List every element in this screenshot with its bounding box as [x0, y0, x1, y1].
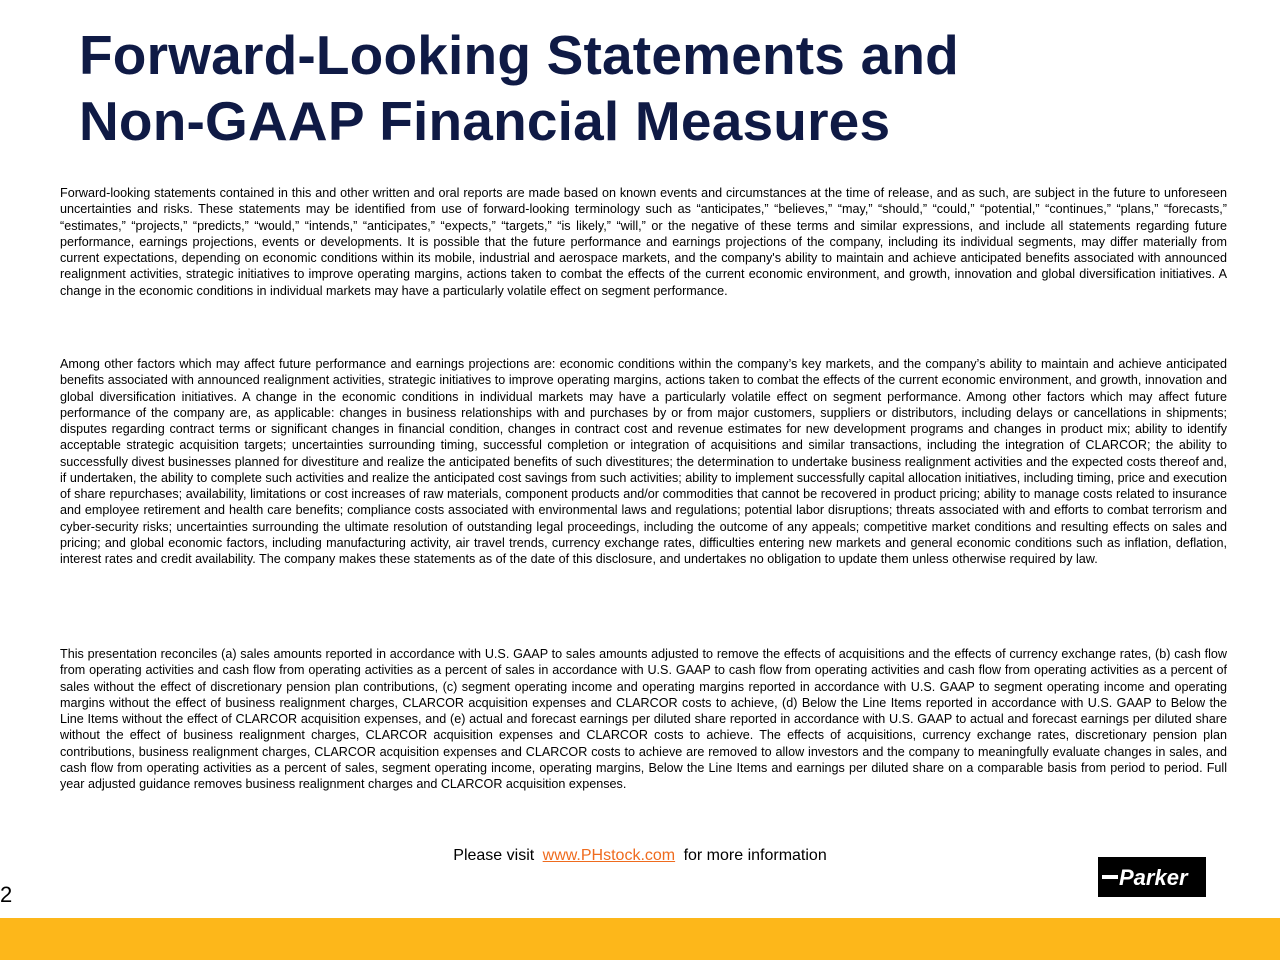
- bottom-accent-bar: [0, 918, 1280, 960]
- page-title-line-1: Forward-Looking Statements and: [79, 24, 959, 86]
- page-title-line-2: Non-GAAP Financial Measures: [79, 90, 891, 152]
- non-gaap-paragraph: This presentation reconciles (a) sales amounts reported in accordance with U.S. GAAP to sales amounts adjusted to remove the effects of acquisitions and the effects of currency exchange rates, (b) cash flow from operating activities and cash flow from operating activities as a percent of sales in accordance with U.S. GAAP to cash flow from operating activities and cash flow from operating activities as a percent of sales without the effect of discretionary pension plan contributions, (c) segment operating income and operating margins reported in accordance with U.S. GAAP to segment operating income and operating margins without the effect of business realignment charges, CLARCOR acquisition expenses and CLARCOR costs to achieve, (d) Below the Line Items reported in accordance with U.S. GAAP to Below the Line Items without the effect of CLARCOR acquisition expenses, and (e) actual and forecast earnings per diluted share reported in accordance with U.S. GAAP to actual and forecast earnings per diluted share without the effect of business realignment charges, CLARCOR acquisition expenses and CLARCOR costs to achieve. The effects of acquisitions, currency exchange rates, discretionary pension plan contributions, business realignment charges, CLARCOR acquisition expenses and CLARCOR costs to achieve are removed to allow investors and the company to meaningfully evaluate changes in sales, and cash flow from operating activities as a percent of sales, segment operating income, operating margins, Below the Line Items and earnings per diluted share on a comparable basis from period to period. Full year adjusted guidance removes business realignment charges and CLARCOR acquisition expenses.: [60, 647, 1227, 791]
- parker-logo-graphic: [1098, 857, 1206, 897]
- parker-logo-text: Parker: [1119, 865, 1188, 890]
- page-number: 2: [0, 882, 13, 907]
- risk-factors-paragraph: Among other factors which may affect future performance and earnings projections are: economic conditions within the company’s key markets, and the company’s ability to maintain and achieve anticipated benefits associated with announced realignment activities, strategic initiatives to improve operating margins, actions taken to combat the effects of the current economic environment, and growth, innovation and global diversification initiatives. A change in the economic conditions in individual markets may have a particularly volatile effect on segment performance. Among other factors which may affect future performance of the company are, as applicable: changes in business relationships with and purchases by or from major customers, suppliers or distributors, including delays or cancellations in shipments; disputes regarding contract terms or significant changes in financial condition, changes in contract cost and revenue estimates for new development programs and changes in product mix; ability to identify acceptable strategic acquisition targets; uncertainties surrounding timing, successful completion or integration of acquisitions and similar transactions, including the integration of CLARCOR; the ability to successfully divest businesses planned for divestiture and realize the anticipated benefits of such divestitures; the determination to undertake business realignment activities and the expected costs thereof and, if undertaken, the ability to complete such activities and realize the anticipated cost savings from such activities; ability to implement successfully capital allocation initiatives, including timing, price and execution of share repurchases; availability, limitations or cost increases of raw materials, component products and/or commodities that cannot be recovered in product pricing; ability to manage costs related to insurance and employee retirement and health care benefits; compliance costs associated with environmental laws and regulations; potential labor disruptions; threats associated with and efforts to combat terrorism and cyber-security risks; uncertainties surrounding the ultimate resolution of outstanding legal proceedings, including the outcome of any appeals; competitive market conditions and resulting effects on sales and pricing; and global economic factors, including manufacturing activity, air travel trends, currency exchange rates, difficulties entering new markets and general economic conditions such as inflation, deflation, interest rates and credit availability. The company makes these statements as of the date of this disclosure, and undertakes no obligation to update them unless otherwise required by law.: [60, 357, 1227, 566]
- footer-prefix: Please visit: [453, 847, 535, 864]
- footer-suffix: for more information: [683, 847, 827, 864]
- footer-info: [0, 846, 1280, 866]
- phstock-link[interactable]: www.PHstock.com: [542, 847, 676, 864]
- parker-logo-icon: [1098, 857, 1206, 897]
- forward-looking-paragraph: Forward-looking statements contained in this and other written and oral reports are made based on known events and circumstances at the time of release, and as such, are subject in the future to unforeseen uncertainties and risks. These statements may be identified from use of forward-looking terminology such as “anticipates,” “believes,” “may,” “should,” “could,” “potential,” “continues,” “plans,” “forecasts,” “estimates,” “projects,” “predicts,” “would,” “intends,” “anticipates,” “expects,” “targets,” “is likely,” “will,” or the negative of these terms and similar expressions, and include all statements regarding future performance, earnings projections, events or developments. It is possible that the future performance and earnings projections of the company, including its individual segments, may differ materially from current expectations, depending on economic conditions within its mobile, industrial and aerospace markets, and the company's ability to maintain and achieve anticipated benefits associated with announced realignment activities, strategic initiatives to improve operating margins, actions taken to combat the effects of the current economic environment, and growth, innovation and global diversification initiatives. A change in the economic conditions in individual markets may have a particularly volatile effect on segment performance.: [60, 186, 1227, 298]
- page-title: [79, 22, 959, 154]
